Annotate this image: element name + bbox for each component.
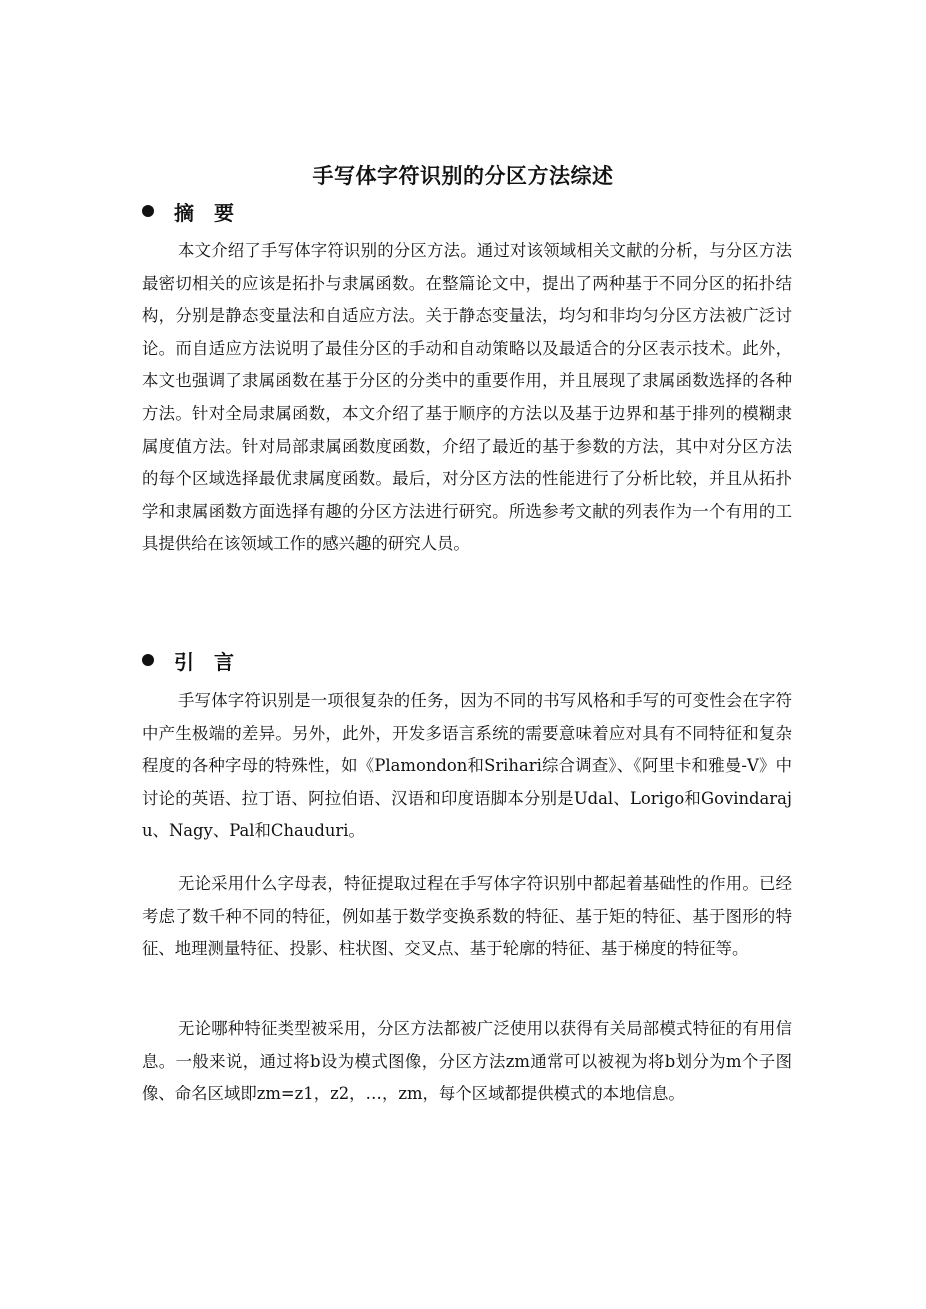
introduction-paragraph-3: 无论哪种特征类型被采用，分区方法都被广泛使用以获得有关局部模式特征的有用信息。一般来说，通过将b设为模式图像，分区方法zm通常可以被视为将b划分为m个子图像、命名区域即zm=z1，z2，…，zm，每个区域都提供模式的本地信息。 [142, 1019, 792, 1104]
introduction-paragraph-2: 无论采用什么字母表，特征提取过程在手写体字符识别中都起着基础性的作用。已经考虑了数千种不同的特征，例如基于数学变换系数的特征、基于矩的特征、基于图形的特征、地理测量特征、投影、柱状图、交叉点、基于轮廓的特征、基于梯度的特征等。 [142, 874, 792, 959]
bullet-icon [142, 205, 154, 217]
section-heading-label: 摘要 [174, 200, 254, 225]
abstract-paragraph: 本文介绍了手写体字符识别的分区方法。通过对该领域相关文献的分析，与分区方法最密切相关的应该是拓扑与隶属函数。在整篇论文中，提出了两种基于不同分区的拓扑结构，分别是静态变量法和自适应方法。关于静态变量法，均匀和非均匀分区方法被广泛讨论。而自适应方法说明了最佳分区的手动和自动策略以及最适合的分区表示技术。此外，本文也强调了隶属函数在基于分区的分类中的重要作用，并且展现了隶属函数选择的各种方法。针对全局隶属函数，本文介绍了基于顺序的方法以及基于边界和基于排列的模糊隶属度值方法。针对局部隶属函数度函数，介绍了最近的基于参数的方法，其中对分区方法的每个区域选择最优隶属度函数。最后，对分区方法的性能进行了分析比较，并且从拓扑学和隶属函数方面选择有趣的分区方法进行研究。所选参考文献的列表作为一个有用的工具提供给在该领域工作的感兴趣的研究人员。 [142, 241, 792, 554]
bullet-icon [142, 654, 154, 666]
section-heading-introduction [142, 644, 254, 676]
section-heading-abstract [142, 195, 254, 227]
introduction-paragraph-1: 手写体字符识别是一项很复杂的任务，因为不同的书写风格和手写的可变性会在字符中产生极端的差异。另外，此外，开发多语言系统的需要意味着应对具有不同特征和复杂程度的各种字母的特殊性，如《Plamondon和Srihari综合调查》、《阿里卡和雅曼-V》中讨论的英语、拉丁语、阿拉伯语、汉语和印度语脚本分别是Udal、Lorigo和Govindaraju、Nagy、Pal和Chauduri。 [142, 691, 792, 841]
section-heading-label: 引言 [174, 649, 254, 674]
document-title: 手写体字符识别的分区方法综述 [312, 164, 614, 189]
